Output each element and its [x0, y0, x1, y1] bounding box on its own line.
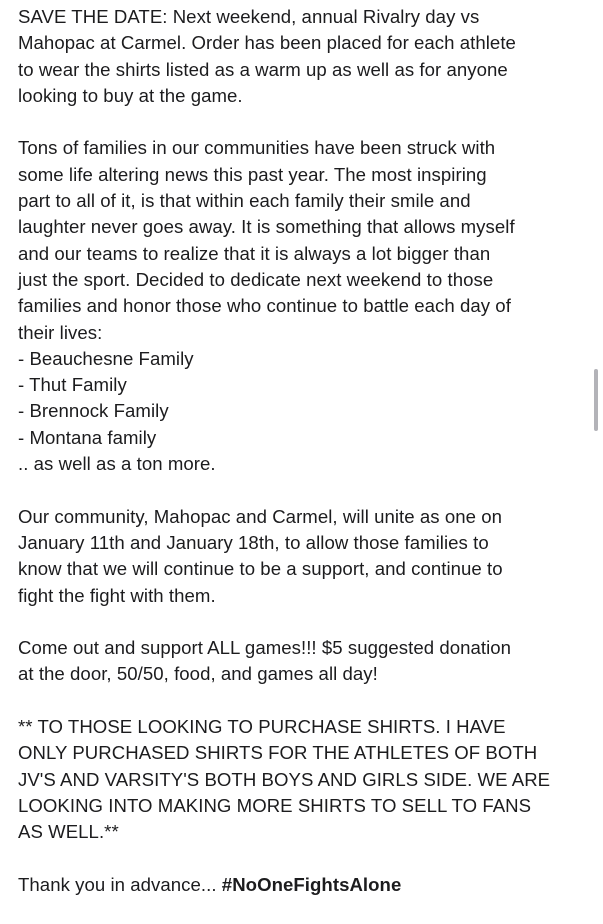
paragraph-closing — [18, 872, 593, 898]
family-list-item: - Beauchesne Family — [18, 347, 194, 369]
text-line: at the door, 50/50, food, and games all day! — [18, 663, 378, 685]
text-line: to wear the shirts listed as a warm up as well as for anyone — [18, 58, 508, 80]
text-line: their lives: — [18, 321, 103, 343]
text-line: know that we will continue to be a support, and continue to — [18, 558, 503, 580]
text-line: .. as well as a ton more. — [18, 453, 216, 475]
text-line: some life altering news this past year. The most inspiring — [18, 163, 487, 185]
hashtag-link[interactable]: #NoOneFightsAlone — [221, 873, 402, 895]
text-line: laughter never goes away. It is something that allows myself — [18, 216, 515, 238]
text-line: SAVE THE DATE: Next weekend, annual Rivalry day vs — [18, 6, 480, 27]
paragraph-community — [18, 504, 593, 609]
text-line: families and honor those who continue to battle each day of — [18, 295, 511, 317]
text-line: JV'S AND VARSITY'S BOTH BOYS AND GIRLS SIDE. WE ARE — [18, 768, 551, 790]
paragraph-save-the-date — [18, 4, 593, 109]
text-line: Come out and support ALL games!!! $5 suggested donation — [18, 637, 512, 659]
family-list-item: - Montana family — [18, 426, 157, 448]
text-line: just the sport. Decided to dedicate next weekend to those — [18, 268, 494, 290]
scrollbar-thumb[interactable] — [594, 369, 598, 431]
text-line: and our teams to realize that it is always a lot bigger than — [18, 242, 491, 264]
text-line: looking to buy at the game. — [18, 84, 243, 106]
paragraph-games — [18, 635, 593, 688]
text-line: Our community, Mahopac and Carmel, will unite as one on — [18, 505, 502, 527]
family-list-item: - Brennock Family — [18, 400, 169, 422]
text-line: AS WELL.** — [18, 821, 119, 843]
text-line: Tons of families in our communities have been struck with — [18, 137, 496, 159]
text-line: LOOKING INTO MAKING MORE SHIRTS TO SELL TO FANS — [18, 794, 532, 816]
closing-line — [18, 872, 593, 898]
text-line: Mahopac at Carmel. Order has been placed for each athlete — [18, 32, 516, 54]
closing-text: Thank you in advance... — [18, 873, 222, 895]
text-line: ONLY PURCHASED SHIRTS FOR THE ATHLETES OF BOTH — [18, 742, 538, 764]
text-line: part to all of it, is that within each family their smile and — [18, 190, 471, 212]
paragraph-shirts — [18, 714, 593, 845]
post-body — [18, 4, 593, 924]
text-line: fight the fight with them. — [18, 584, 216, 606]
paragraph-families — [18, 135, 593, 477]
text-line: January 11th and January 18th, to allow those families to — [18, 531, 489, 553]
text-line: ** TO THOSE LOOKING TO PURCHASE SHIRTS. I HAVE — [18, 716, 506, 738]
family-list-item: - Thut Family — [18, 374, 127, 396]
